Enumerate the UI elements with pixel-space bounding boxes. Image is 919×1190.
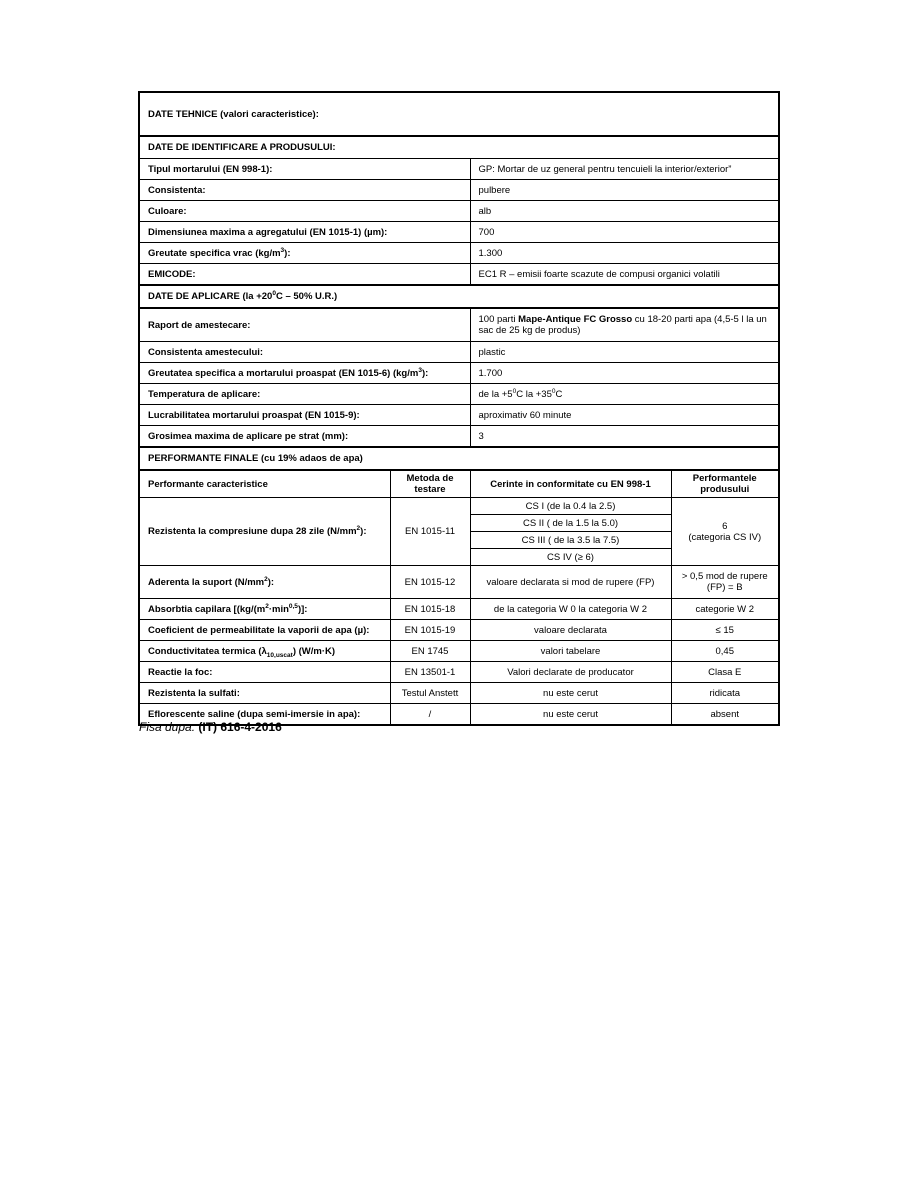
mix-consistency-label: Consistenta amestecului: [139, 342, 470, 363]
table-row [139, 243, 779, 264]
capillary-requirement: de la categoria W 0 la categoria W 2 [470, 599, 671, 620]
application-heading: DATE DE APLICARE ($la +20^0C - 50\%$ U.R.) [139, 285, 779, 308]
thermal-method: EN 1745 [390, 641, 470, 662]
table-row [139, 264, 779, 286]
fire-requirement: Valori declarate de producator [470, 662, 671, 683]
compression-requirement-cs4: CS IV (≥ 6) [470, 549, 671, 566]
color-label: Culoare: [139, 201, 470, 222]
compression-requirement-cs1: CS I (de la 0.4 la 2.5) [470, 498, 671, 515]
mortar-type-label: Tipul mortarului (EN 998-1): [139, 159, 470, 180]
table-row [139, 159, 779, 180]
compression-label: Rezistenta la compresiune dupa 28 zile $(N/mm^2)$: [139, 498, 390, 566]
header-result: Performantele produsului [671, 470, 779, 498]
sulphate-requirement: nu este cerut [470, 683, 671, 704]
sulphate-result: ridicata [671, 683, 779, 704]
compression-requirement-cs2: CS II ( de la 1.5 la 5.0) [470, 515, 671, 532]
capillary-result: categorie W 2 [671, 599, 779, 620]
max-thickness-value: 3 [470, 426, 779, 448]
vapour-method: EN 1015-19 [390, 620, 470, 641]
thermal-result: 0,45 [671, 641, 779, 662]
table-row [139, 498, 779, 515]
table-row [139, 662, 779, 683]
technical-data-table [138, 91, 780, 726]
capillary-method: EN 1015-18 [390, 599, 470, 620]
compression-result: 6 (categoria CS IV) [671, 498, 779, 566]
bulk-density-label: Greutate specifica vrac $(kg/m^3)$: [139, 243, 470, 264]
efflorescence-result: absent [671, 704, 779, 726]
mix-ratio-value: 100 parti Mape-Antique FC Grosso cu 18-20 parti apa (4,5-5 l la un sac de 25 kg de produs) [470, 308, 779, 342]
mix-consistency-value: plastic [470, 342, 779, 363]
vapour-requirement: valoare declarata [470, 620, 671, 641]
application-temperature-label: Temperatura de aplicare: [139, 384, 470, 405]
table-title: DATE TEHNICE (valori caracteristice): [139, 92, 779, 136]
source-footer [139, 720, 282, 734]
adhesion-result: > 0,5 mod de rupere (FP) = B [671, 566, 779, 599]
performance-header-row [139, 470, 779, 498]
efflorescence-method: / [390, 704, 470, 726]
header-characteristic: Performante caracteristice [139, 470, 390, 498]
aggregate-size-value: 700 [470, 222, 779, 243]
technical-data-sheet [138, 91, 778, 726]
sulphate-method: Testul Anstett [390, 683, 470, 704]
compression-requirement-cs3: CS III ( de la 3.5 la 7.5) [470, 532, 671, 549]
adhesion-label: Aderenta la suport $(N/mm^2)$: [139, 566, 390, 599]
efflorescence-requirement: nu este cerut [470, 704, 671, 726]
emicode-label: EMICODE: [139, 264, 470, 286]
application-heading-row [139, 285, 779, 308]
table-row [139, 641, 779, 662]
table-row [139, 620, 779, 641]
table-row [139, 222, 779, 243]
vapour-label: Coeficient de permeabilitate la vaporii de apa (µ): [139, 620, 390, 641]
mortar-type-value: GP: Mortar de uz general pentru tencuieli la interior/exterior” [470, 159, 779, 180]
fresh-density-value: 1.700 [470, 363, 779, 384]
workability-label: Lucrabilitatea mortarului proaspat (EN 1015-9): [139, 405, 470, 426]
adhesion-requirement: valoare declarata si mod de rupere (FP) [470, 566, 671, 599]
color-value: alb [470, 201, 779, 222]
consistency-label: Consistenta: [139, 180, 470, 201]
adhesion-method: EN 1015-12 [390, 566, 470, 599]
header-method: Metoda de testare [390, 470, 470, 498]
table-row [139, 384, 779, 405]
table-row [139, 180, 779, 201]
compression-method: EN 1015-11 [390, 498, 470, 566]
thermal-requirement: valori tabelare [470, 641, 671, 662]
application-temperature-value: de la $+5^0C$ la $+35^0C$ [470, 384, 779, 405]
thermal-label: Conductivitatea termica $(\lambda_{10,uscat})$ (W/m·K) [139, 641, 390, 662]
table-row [139, 201, 779, 222]
sulphate-label: Rezistenta la sulfati: [139, 683, 390, 704]
consistency-value: pulbere [470, 180, 779, 201]
fire-label: Reactie la foc: [139, 662, 390, 683]
mix-ratio-label: Raport de amestecare: [139, 308, 470, 342]
performance-heading: PERFORMANTE FINALE (cu 19% adaos de apa) [139, 447, 779, 470]
table-row [139, 426, 779, 448]
emicode-value: EC1 R – emisii foarte scazute de compusi organici volatili [470, 264, 779, 286]
table-row [139, 308, 779, 342]
aggregate-size-label: Dimensiunea maxima a agregatului (EN 1015-1) (µm): [139, 222, 470, 243]
workability-value: aproximativ 60 minute [470, 405, 779, 426]
table-row [139, 683, 779, 704]
fire-result: Clasa E [671, 662, 779, 683]
footer-prefix: Fisa dupa: [139, 720, 199, 734]
vapour-result: ≤ 15 [671, 620, 779, 641]
identification-heading-row [139, 136, 779, 159]
title-row [139, 92, 779, 136]
table-row [139, 363, 779, 384]
table-row [139, 599, 779, 620]
bulk-density-value: 1.300 [470, 243, 779, 264]
footer-reference: (IT) 616-4-2016 [198, 720, 282, 734]
max-thickness-label: Grosimea maxima de aplicare pe strat (mm): [139, 426, 470, 448]
fire-method: EN 13501-1 [390, 662, 470, 683]
fresh-density-label: Greutatea specifica a mortarului proaspat (EN 1015-6) $(kg/m^3)$: [139, 363, 470, 384]
table-row [139, 566, 779, 599]
identification-heading: DATE DE IDENTIFICARE A PRODUSULUI: [139, 136, 779, 159]
table-row [139, 342, 779, 363]
table-row [139, 405, 779, 426]
performance-heading-row [139, 447, 779, 470]
capillary-label: Absorbtia capilara [$(kg/(m^2\cdot\min^{0,5})]$: [139, 599, 390, 620]
header-requirement: Cerinte in conformitate cu EN 998-1 [470, 470, 671, 498]
efflorescence-label: Eflorescente saline (dupa semi-imersie in apa): [139, 704, 390, 726]
